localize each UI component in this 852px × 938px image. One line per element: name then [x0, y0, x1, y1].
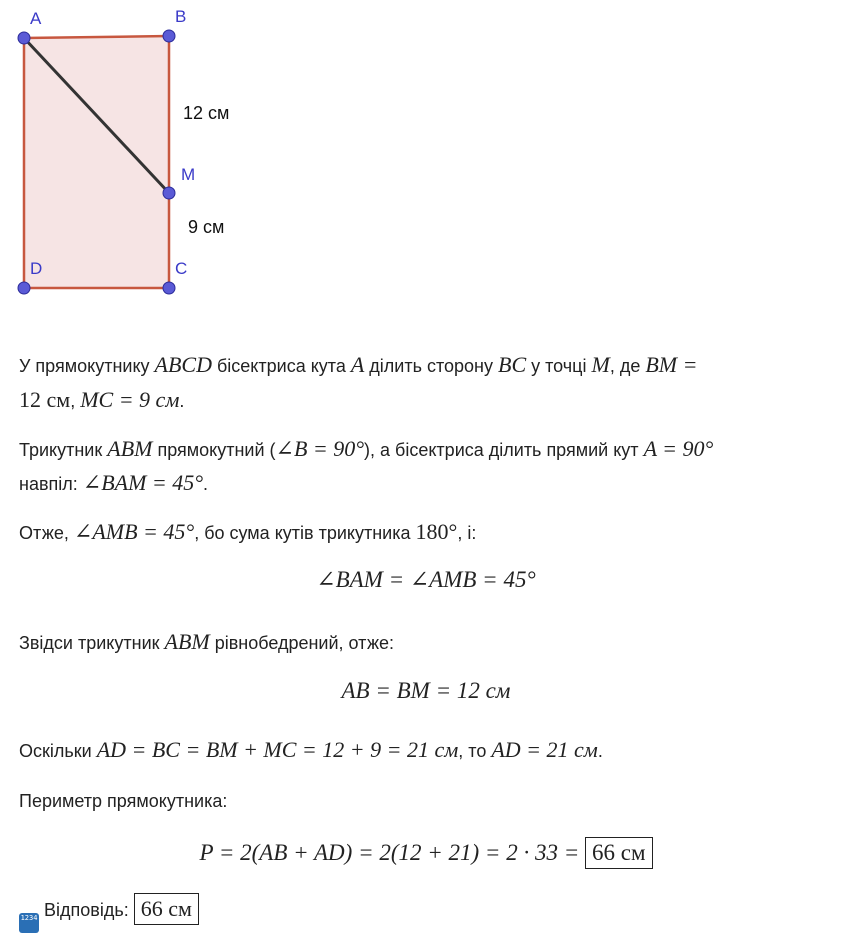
point-b [163, 30, 175, 42]
text: рівнобедрений, отже: [209, 633, 395, 653]
point-c [163, 282, 175, 294]
math-a-90: A = 90° [643, 436, 714, 461]
text: , де [609, 356, 646, 376]
math-ad-21: AD = 21 см [491, 737, 598, 762]
text: . [179, 391, 185, 411]
text: навпіл: [19, 474, 83, 494]
text: , [70, 391, 81, 411]
text: Оскільки [19, 741, 97, 761]
math-bc: BC [498, 352, 527, 377]
text: . [203, 474, 209, 494]
math-abcd: ABCD [154, 352, 212, 377]
text: , бо сума кутів трикутника [194, 523, 416, 543]
perimeter-expression: P = 2(AB + AD) = 2(12 + 21) = 2 · 33 = [199, 840, 585, 865]
text: бісектриса кута [211, 356, 351, 376]
label-b: B [175, 7, 187, 26]
perimeter-result-box: 66 см [585, 837, 653, 869]
geometry-figure [0, 0, 260, 310]
text: прямокутний ( [152, 440, 276, 460]
answer-label: Відповідь: [44, 900, 129, 920]
math-180: 180° [415, 519, 458, 544]
math-ad-eq: AD = BC = BM + MC = 12 + 9 = 21 см [96, 737, 459, 762]
paragraph-6: Периметр прямокутника: [19, 791, 228, 811]
math-mc-eq: MC = 9 см [80, 387, 180, 412]
text: У прямокутнику [19, 356, 155, 376]
point-a [18, 32, 30, 44]
text: Звідси трикутник [19, 633, 165, 653]
point-d [18, 282, 30, 294]
math-12cm: 12 см [19, 387, 71, 412]
paragraph-4 [19, 626, 849, 659]
text: , то [458, 741, 492, 761]
label-d: D [30, 259, 43, 278]
text: у точці [526, 356, 592, 376]
math-angle-amb: ∠AMB = 45° [73, 519, 195, 544]
paragraph-1 [19, 349, 849, 382]
text: Отже, [19, 523, 74, 543]
math-a: A [350, 352, 365, 377]
equation-perimeter [0, 837, 852, 869]
label-a: A [30, 9, 42, 28]
text: ділить сторону [364, 356, 498, 376]
text: ), а бісектриса ділить прямий кут [364, 440, 644, 460]
equation-angles: ∠BAM = ∠AMB = 45° [316, 567, 536, 592]
text: Трикутник [19, 440, 108, 460]
paragraph-2-line-2 [19, 467, 849, 500]
equation-ab: AB = BM = 12 см [341, 678, 511, 703]
label-m: M [181, 165, 196, 184]
math-abm: ABM [164, 629, 210, 654]
label-c: C [175, 259, 188, 278]
text: . [597, 741, 603, 761]
paragraph-1-line-2 [19, 384, 849, 417]
numbers-icon: 1234 [19, 913, 39, 933]
math-bm-eq: BM = [645, 352, 698, 377]
answer-value-box: 66 см [134, 893, 199, 925]
math-m: M [591, 352, 610, 377]
paragraph-3 [19, 516, 849, 549]
point-m [163, 187, 175, 199]
math-angle-b: ∠B = 90° [275, 436, 365, 461]
paragraph-2 [19, 433, 849, 466]
rectangle-abcd [24, 36, 169, 288]
math-abm: ABM [107, 436, 153, 461]
label-bm-length: 12 см [183, 103, 230, 123]
answer-line [19, 893, 849, 933]
label-mc-length: 9 см [188, 217, 225, 237]
text: , і: [457, 523, 477, 543]
math-angle-bam: ∠BAM = 45° [82, 470, 204, 495]
paragraph-5 [19, 734, 849, 767]
